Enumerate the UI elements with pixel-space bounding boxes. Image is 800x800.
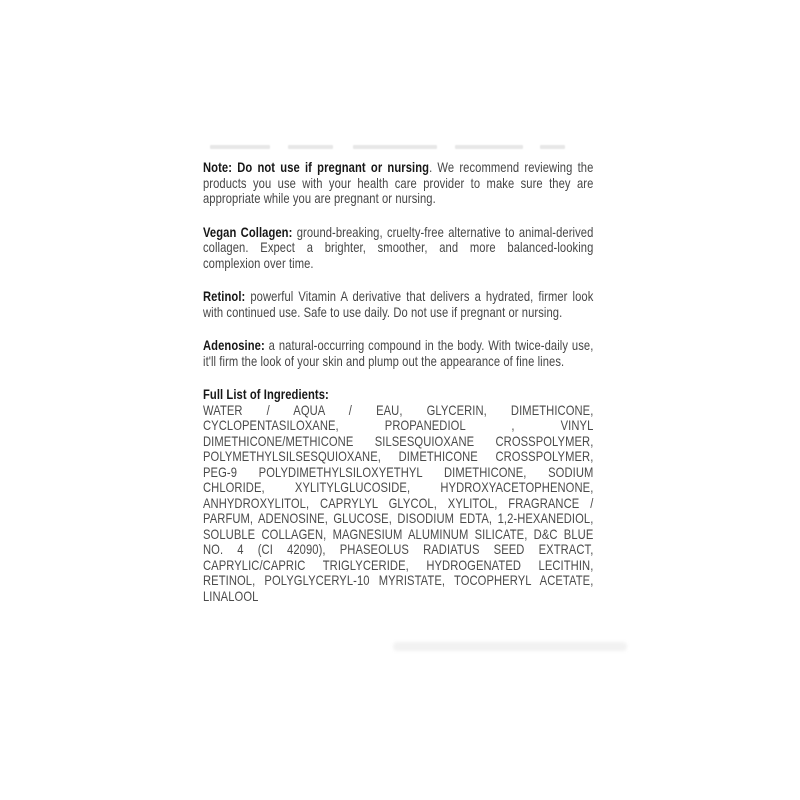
adenosine-paragraph (203, 338, 593, 369)
faded-text-fragment (210, 145, 270, 149)
retinol-paragraph-lead: Retinol: (203, 288, 246, 304)
vegan-collagen-paragraph-lead: Vegan Collagen: (203, 223, 293, 240)
faded-text-fragment (540, 145, 565, 149)
ingredients-section (203, 387, 593, 604)
faded-smudge-band-bottom (393, 642, 627, 651)
vegan-collagen-paragraph (203, 225, 593, 272)
note-paragraph (203, 160, 593, 207)
note-paragraph-lead: Note: Do not use if pregnant or nursing (203, 159, 430, 175)
ingredients-heading: Full List of Ingredients: (203, 386, 329, 402)
cropped-text-remnant-top (0, 145, 800, 151)
note-paragraph-body: . We recommend reviewing the products you use with your health care provider to make sure they are appropriate while you are pregnant or nursing. (203, 159, 594, 206)
product-description-block (203, 160, 593, 604)
retinol-paragraph-body: powerful Vitamin A derivative that delivers a hydrated, firmer look with continued use. Safe to use daily. Do not use if pregnant or nursing. (203, 288, 594, 320)
ingredients-list: WATER / AQUA / EAU, GLYCERIN, DIMETHICONE, CYCLOPENTASILOXANE, PROPANEDIOL , VINYL DIMETHICONE/METHICONE SILSESQUIOXANE CROSSPOLYMER, POLYMETHYLSILSESQUIOXANE, DIMETHICONE CROSSPOLYMER, PEG-9 POLYDIMETHYLSILOXYETHYL DIMETHICONE, SODIUM CHLORIDE, XYLITYLGLUCOSIDE, HYDROXYACETOPHENONE, ANHYDROXYLITOL, CAPRYLYL GLYCOL, XYLITOL, FRAGRANCE / PARFUM, ADENOSINE, GLUCOSE, DISODIUM EDTA, 1,2-HEXANEDIOL, SOLUBLE COLLAGEN, MAGNESIUM ALUMINUM SILICATE, D&C BLUE NO. 4 (CI 42090), PHASEOLUS RADIATUS SEED EXTRACT, CAPRYLIC/CAPRIC TRIGLYCERIDE, HYDROGENATED LECITHIN, RETINOL, POLYGLYCERYL-10 MYRISTATE, TOCOPHERYL ACETATE, LINALOOL (203, 401, 594, 604)
faded-text-fragment (353, 145, 437, 149)
adenosine-paragraph-lead: Adenosine: (203, 337, 265, 353)
adenosine-paragraph-body: a natural-occurring compound in the body. With twice-daily use, it'll firm the look of your skin and plump out the appearance of fine lines. (203, 337, 594, 369)
vegan-collagen-paragraph-body: ground-breaking, cruelty-free alternative to animal-derived collagen. Expect a brighter, smoother, and more balanced-looking complexion over time. (203, 223, 594, 271)
faded-text-fragment (288, 145, 333, 149)
retinol-paragraph (203, 289, 593, 320)
faded-text-fragment (455, 145, 523, 149)
